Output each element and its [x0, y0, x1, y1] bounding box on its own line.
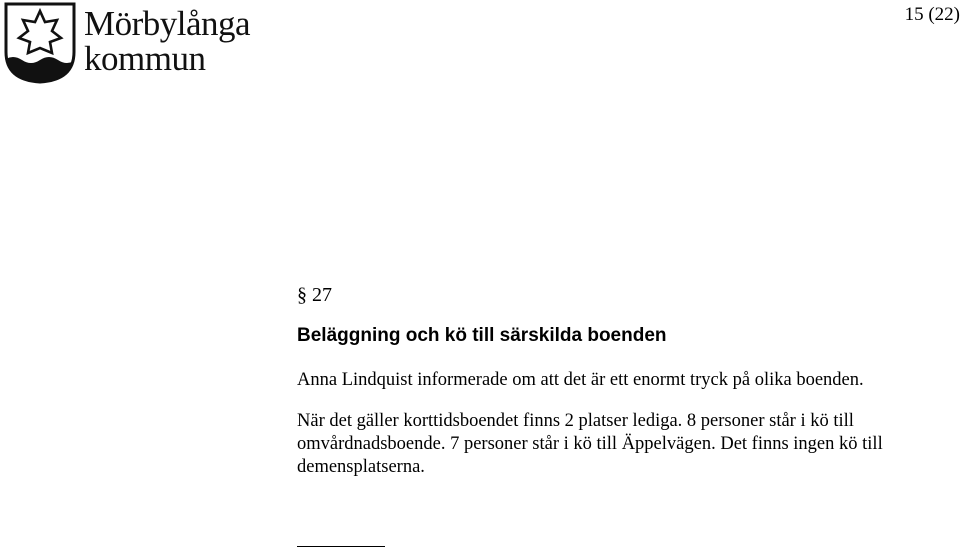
section-title: Beläggning och kö till särskilda boenden — [297, 325, 667, 346]
logo-line-kommun: kommun — [84, 39, 206, 78]
body-paragraph: Anna Lindquist informerade om att det är ett enormt tryck på olika boenden. — [297, 370, 864, 390]
section-paragraph-number: § 27 — [297, 284, 332, 306]
minutes-section — [297, 283, 937, 479]
coat-of-arms-icon — [4, 2, 76, 84]
body-paragraph: När det gäller korttidsboendet finns 2 platser lediga. 8 personer står i kö till omvårdnadsboende. 7 personer står i kö till Äppelvägen. Det finns ingen kö till demensplatserna. — [297, 411, 883, 477]
signature-line — [297, 546, 385, 547]
logo-wordmark — [84, 6, 250, 76]
logo-line-municipality: Mörbylånga — [84, 4, 251, 43]
municipality-logo — [4, 2, 254, 86]
page-number: 15 (22) — [904, 4, 960, 25]
